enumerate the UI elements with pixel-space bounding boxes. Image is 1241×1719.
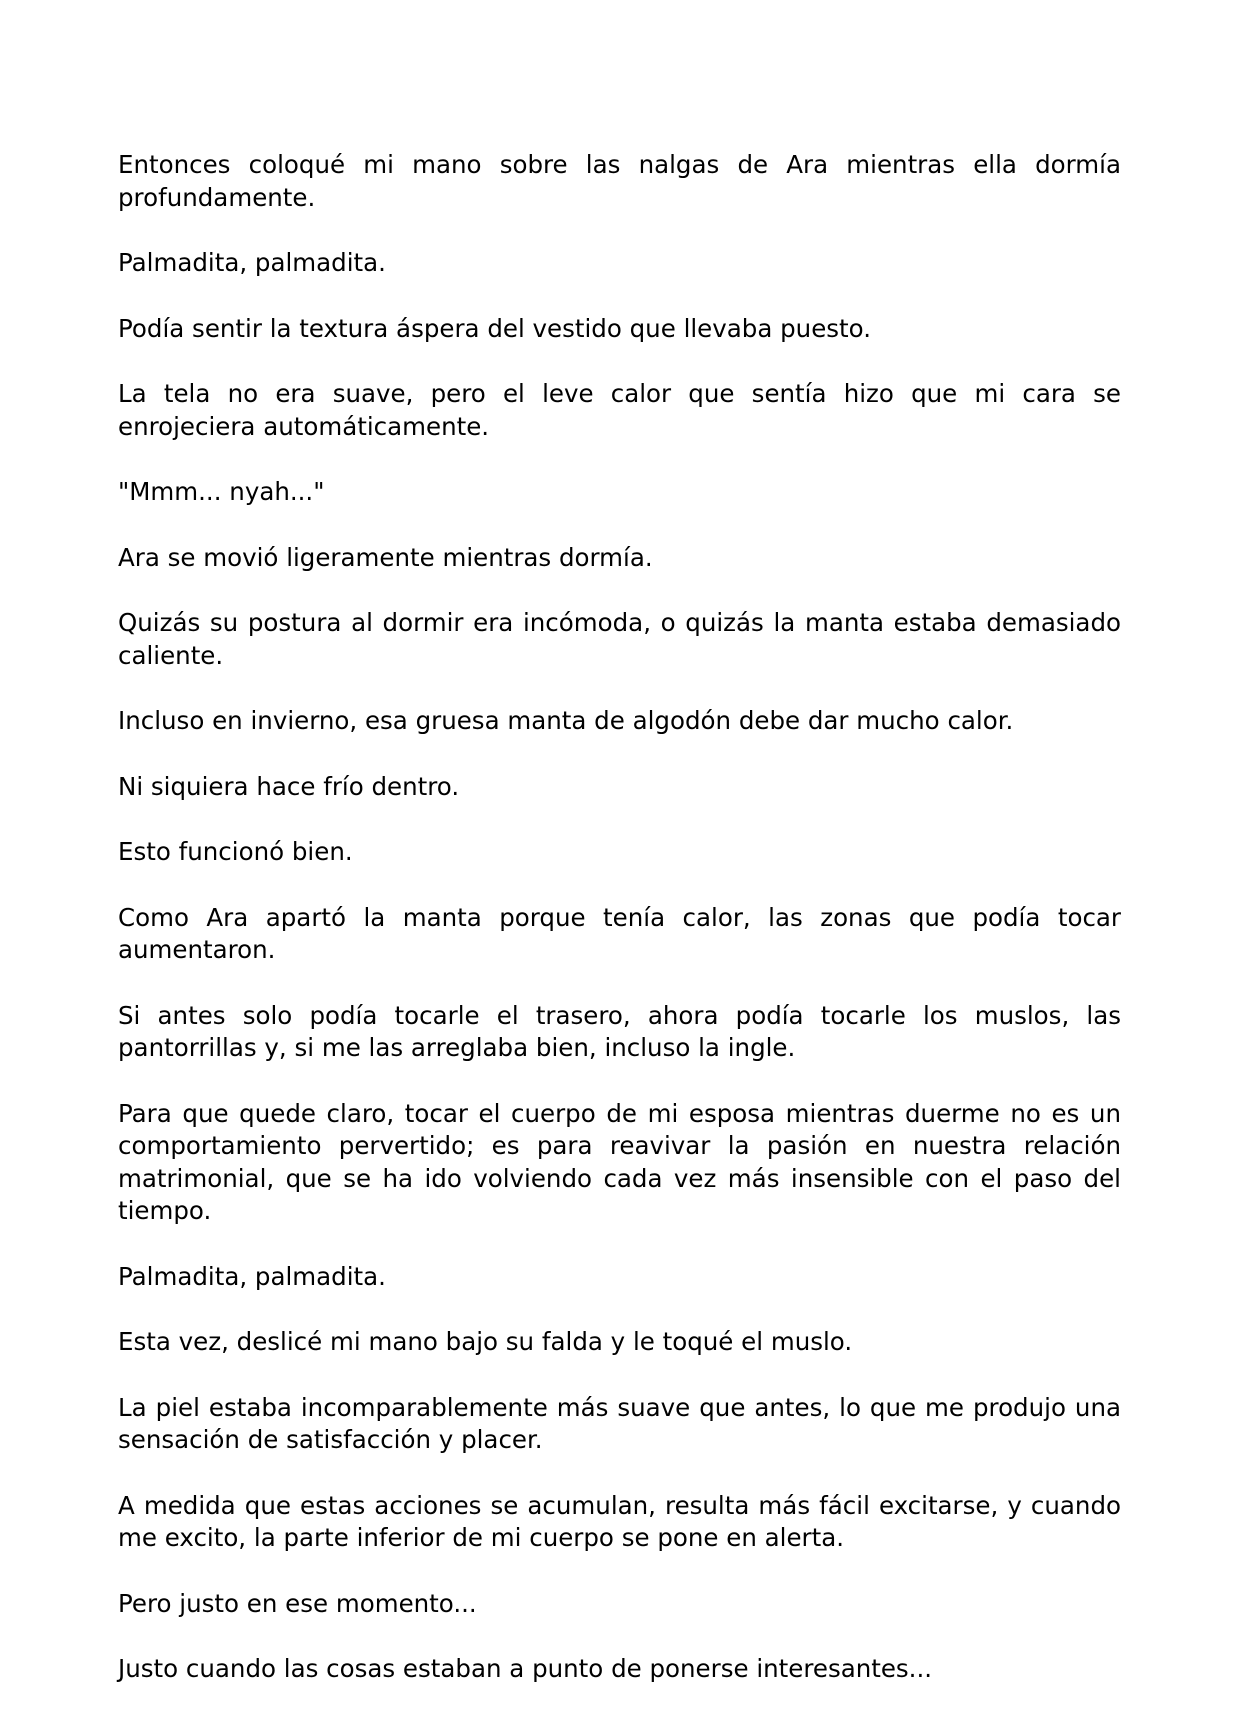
- paragraph: Incluso en invierno, esa gruesa manta de algodón debe dar mucho calor.: [118, 706, 1014, 735]
- document-body: [118, 149, 1121, 1719]
- paragraph: Entonces coloqué mi mano sobre las nalgas de Ara mientras ella dormía profundamente.: [118, 150, 1121, 212]
- paragraph: Ara se movió ligeramente mientras dormía.: [118, 542, 653, 572]
- paragraph: Si antes solo podía tocarle el trasero, ahora podía tocarle los muslos, las pantorrillas y, si me las arreglaba bien, incluso la ingle.: [118, 1000, 1121, 1062]
- paragraph: La piel estaba incomparablemente más suave que antes, lo que me produjo una sensación de satisfacción y placer.: [118, 1392, 1121, 1454]
- paragraph: Para que quede claro, tocar el cuerpo de mi esposa mientras duerme no es un comportamiento pervertido; es para reavivar la pasión en nuestra relación matrimonial, que se ha ido volviendo cada vez más insensible con el paso del tiempo.: [118, 1098, 1121, 1225]
- paragraph: Podía sentir la textura áspera del vestido que llevaba puesto.: [118, 313, 871, 343]
- paragraph: La tela no era suave, pero el leve calor que sentía hizo que mi cara se enrojeciera automáticamente.: [118, 379, 1121, 441]
- paragraph: "Mmm... nyah...": [118, 477, 325, 506]
- paragraph: Pero justo en ese momento...: [118, 1588, 477, 1618]
- paragraph: Esta vez, deslicé mi mano bajo su falda y le toqué el muslo.: [118, 1327, 853, 1356]
- paragraph: Palmadita, palmadita.: [118, 248, 386, 277]
- paragraph: Ni siquiera hace frío dentro.: [118, 771, 460, 801]
- paragraph: Justo cuando las cosas estaban a punto de ponerse interesantes...: [118, 1654, 933, 1683]
- paragraph: A medida que estas acciones se acumulan, resulta más fácil excitarse, y cuando me excito, la parte inferior de mi cuerpo se pone en alerta.: [118, 1490, 1121, 1552]
- paragraph: Palmadita, palmadita.: [118, 1261, 386, 1291]
- paragraph: Quizás su postura al dormir era incómoda, o quizás la manta estaba demasiado caliente.: [118, 608, 1121, 670]
- paragraph: Esto funcionó bien.: [118, 837, 353, 866]
- paragraph: Como Ara apartó la manta porque tenía calor, las zonas que podía tocar aumentaron.: [118, 902, 1121, 964]
